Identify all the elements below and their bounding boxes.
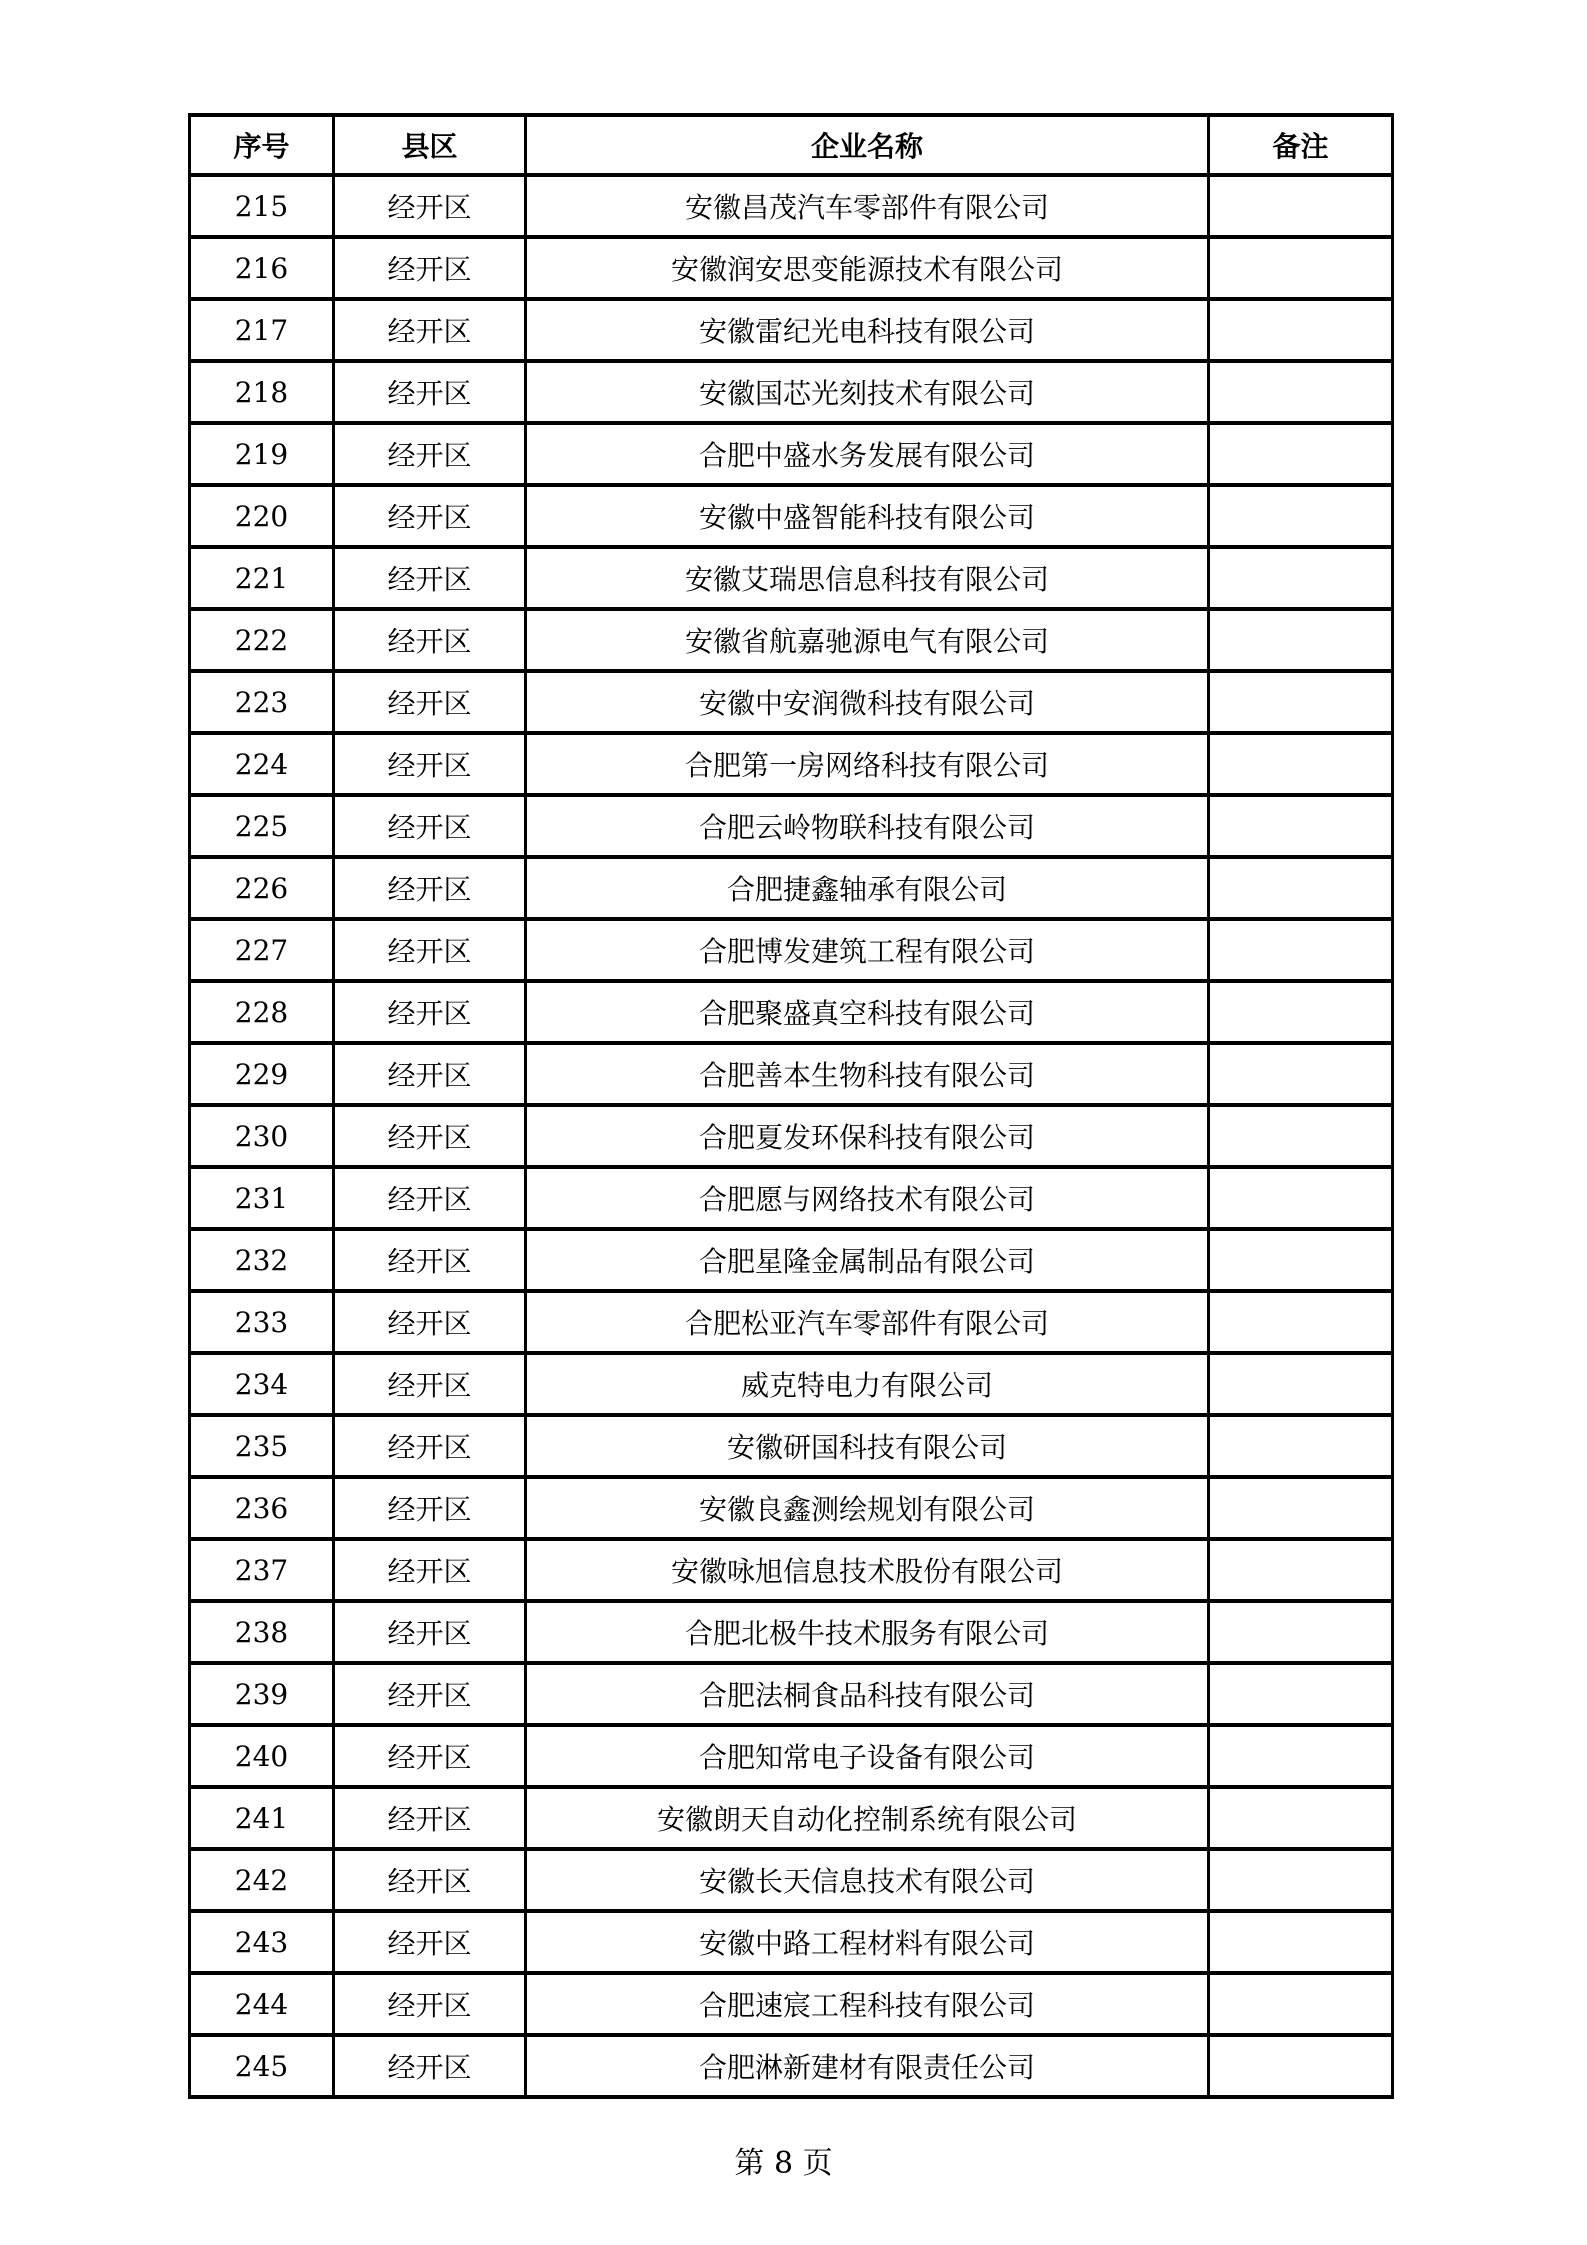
cell-remark [1209, 1291, 1393, 1353]
cell-remark [1209, 671, 1393, 733]
cell-district: 经开区 [334, 981, 526, 1043]
cell-district: 经开区 [334, 1849, 526, 1911]
table-row [190, 547, 1393, 609]
cell-serial: 227 [190, 919, 334, 981]
table-row [190, 1167, 1393, 1229]
table-header-row [190, 115, 1393, 175]
cell-district: 经开区 [334, 1415, 526, 1477]
cell-serial: 225 [190, 795, 334, 857]
table-row [190, 1601, 1393, 1663]
cell-serial: 220 [190, 485, 334, 547]
cell-district: 经开区 [334, 1539, 526, 1601]
cell-company: 合肥北极牛技术服务有限公司 [526, 1601, 1209, 1663]
cell-district: 经开区 [334, 1105, 526, 1167]
cell-serial: 237 [190, 1539, 334, 1601]
cell-district: 经开区 [334, 919, 526, 981]
cell-serial: 240 [190, 1725, 334, 1787]
cell-company: 安徽昌茂汽车零部件有限公司 [526, 175, 1209, 237]
cell-remark [1209, 1663, 1393, 1725]
table-row [190, 1663, 1393, 1725]
cell-remark [1209, 1043, 1393, 1105]
table-row [190, 609, 1393, 671]
cell-company: 合肥淋新建材有限责任公司 [526, 2035, 1209, 2097]
cell-serial: 218 [190, 361, 334, 423]
table-row [190, 1043, 1393, 1105]
cell-serial: 232 [190, 1229, 334, 1291]
cell-remark [1209, 175, 1393, 237]
cell-company: 安徽雷纪光电科技有限公司 [526, 299, 1209, 361]
cell-remark [1209, 733, 1393, 795]
table-row [190, 1539, 1393, 1601]
cell-district: 经开区 [334, 485, 526, 547]
cell-district: 经开区 [334, 1353, 526, 1415]
cell-district: 经开区 [334, 609, 526, 671]
table-body [190, 175, 1393, 2097]
cell-company: 安徽省航嘉驰源电气有限公司 [526, 609, 1209, 671]
cell-company: 安徽润安思变能源技术有限公司 [526, 237, 1209, 299]
cell-remark [1209, 2035, 1393, 2097]
cell-remark [1209, 547, 1393, 609]
column-header-remark: 备注 [1209, 115, 1393, 175]
cell-remark [1209, 299, 1393, 361]
cell-company: 安徽研国科技有限公司 [526, 1415, 1209, 1477]
cell-serial: 243 [190, 1911, 334, 1973]
cell-remark [1209, 1539, 1393, 1601]
table-row [190, 1787, 1393, 1849]
cell-district: 经开区 [334, 2035, 526, 2097]
cell-district: 经开区 [334, 1973, 526, 2035]
table-row [190, 485, 1393, 547]
table-row [190, 857, 1393, 919]
cell-company: 合肥星隆金属制品有限公司 [526, 1229, 1209, 1291]
cell-remark [1209, 919, 1393, 981]
cell-district: 经开区 [334, 1291, 526, 1353]
cell-serial: 238 [190, 1601, 334, 1663]
table-row [190, 361, 1393, 423]
cell-serial: 228 [190, 981, 334, 1043]
cell-company: 合肥云岭物联科技有限公司 [526, 795, 1209, 857]
cell-remark [1209, 1973, 1393, 2035]
cell-company: 合肥中盛水务发展有限公司 [526, 423, 1209, 485]
cell-district: 经开区 [334, 299, 526, 361]
cell-district: 经开区 [334, 423, 526, 485]
cell-company: 合肥速宸工程科技有限公司 [526, 1973, 1209, 2035]
cell-remark [1209, 1911, 1393, 1973]
cell-remark [1209, 1167, 1393, 1229]
cell-serial: 241 [190, 1787, 334, 1849]
cell-remark [1209, 795, 1393, 857]
cell-remark [1209, 423, 1393, 485]
cell-serial: 242 [190, 1849, 334, 1911]
cell-company: 安徽良鑫测绘规划有限公司 [526, 1477, 1209, 1539]
cell-district: 经开区 [334, 1167, 526, 1229]
table-row [190, 1229, 1393, 1291]
page-number: 第 8 页 [734, 2146, 833, 2181]
cell-serial: 231 [190, 1167, 334, 1229]
table-row [190, 423, 1393, 485]
cell-remark [1209, 857, 1393, 919]
table-row [190, 2035, 1393, 2097]
cell-district: 经开区 [334, 1911, 526, 1973]
cell-serial: 216 [190, 237, 334, 299]
cell-serial: 226 [190, 857, 334, 919]
cell-serial: 244 [190, 1973, 334, 2035]
enterprise-table [188, 113, 1394, 2099]
column-header-serial: 序号 [190, 115, 334, 175]
cell-company: 安徽中安润微科技有限公司 [526, 671, 1209, 733]
cell-serial: 233 [190, 1291, 334, 1353]
cell-district: 经开区 [334, 671, 526, 733]
cell-serial: 224 [190, 733, 334, 795]
cell-district: 经开区 [334, 1601, 526, 1663]
table-row [190, 733, 1393, 795]
cell-district: 经开区 [334, 547, 526, 609]
cell-district: 经开区 [334, 1725, 526, 1787]
cell-remark [1209, 1105, 1393, 1167]
cell-company: 合肥捷鑫轴承有限公司 [526, 857, 1209, 919]
table-row [190, 1725, 1393, 1787]
cell-district: 经开区 [334, 795, 526, 857]
cell-serial: 239 [190, 1663, 334, 1725]
cell-company: 合肥知常电子设备有限公司 [526, 1725, 1209, 1787]
cell-district: 经开区 [334, 237, 526, 299]
cell-company: 合肥夏发环保科技有限公司 [526, 1105, 1209, 1167]
cell-district: 经开区 [334, 175, 526, 237]
table-row [190, 1353, 1393, 1415]
cell-remark [1209, 237, 1393, 299]
table-header [190, 115, 1393, 175]
cell-remark [1209, 1415, 1393, 1477]
table-row [190, 175, 1393, 237]
cell-district: 经开区 [334, 857, 526, 919]
cell-serial: 219 [190, 423, 334, 485]
table-row [190, 237, 1393, 299]
cell-company: 安徽艾瑞思信息科技有限公司 [526, 547, 1209, 609]
cell-serial: 229 [190, 1043, 334, 1105]
cell-company: 合肥聚盛真空科技有限公司 [526, 981, 1209, 1043]
cell-company: 合肥善本生物科技有限公司 [526, 1043, 1209, 1105]
table-row [190, 299, 1393, 361]
cell-serial: 230 [190, 1105, 334, 1167]
table-row [190, 1911, 1393, 1973]
cell-remark [1209, 609, 1393, 671]
column-header-company: 企业名称 [526, 115, 1209, 175]
cell-district: 经开区 [334, 733, 526, 795]
cell-company: 安徽国芯光刻技术有限公司 [526, 361, 1209, 423]
cell-serial: 235 [190, 1415, 334, 1477]
cell-serial: 236 [190, 1477, 334, 1539]
cell-remark [1209, 485, 1393, 547]
cell-district: 经开区 [334, 1477, 526, 1539]
cell-remark [1209, 1725, 1393, 1787]
cell-company: 合肥松亚汽车零部件有限公司 [526, 1291, 1209, 1353]
cell-remark [1209, 1787, 1393, 1849]
cell-company: 安徽中路工程材料有限公司 [526, 1911, 1209, 1973]
table-row [190, 919, 1393, 981]
cell-company: 合肥第一房网络科技有限公司 [526, 733, 1209, 795]
cell-company: 合肥愿与网络技术有限公司 [526, 1167, 1209, 1229]
cell-district: 经开区 [334, 361, 526, 423]
cell-serial: 217 [190, 299, 334, 361]
table-row [190, 795, 1393, 857]
table-row [190, 1477, 1393, 1539]
table-row [190, 1849, 1393, 1911]
column-header-district: 县区 [334, 115, 526, 175]
cell-company: 威克特电力有限公司 [526, 1353, 1209, 1415]
cell-remark [1209, 1477, 1393, 1539]
cell-remark [1209, 1229, 1393, 1291]
table-row [190, 981, 1393, 1043]
cell-serial: 223 [190, 671, 334, 733]
table-row [190, 1973, 1393, 2035]
cell-remark [1209, 981, 1393, 1043]
cell-serial: 234 [190, 1353, 334, 1415]
cell-remark [1209, 1601, 1393, 1663]
table-row [190, 1105, 1393, 1167]
cell-remark [1209, 1353, 1393, 1415]
cell-company: 安徽朗天自动化控制系统有限公司 [526, 1787, 1209, 1849]
table-row [190, 1291, 1393, 1353]
cell-remark [1209, 1849, 1393, 1911]
cell-company: 合肥博发建筑工程有限公司 [526, 919, 1209, 981]
cell-serial: 215 [190, 175, 334, 237]
cell-serial: 245 [190, 2035, 334, 2097]
cell-serial: 221 [190, 547, 334, 609]
cell-district: 经开区 [334, 1229, 526, 1291]
cell-company: 安徽咏旭信息技术股份有限公司 [526, 1539, 1209, 1601]
cell-remark [1209, 361, 1393, 423]
cell-district: 经开区 [334, 1787, 526, 1849]
cell-district: 经开区 [334, 1663, 526, 1725]
cell-company: 安徽长天信息技术有限公司 [526, 1849, 1209, 1911]
cell-company: 安徽中盛智能科技有限公司 [526, 485, 1209, 547]
cell-company: 合肥法桐食品科技有限公司 [526, 1663, 1209, 1725]
table-row [190, 671, 1393, 733]
cell-district: 经开区 [334, 1043, 526, 1105]
cell-serial: 222 [190, 609, 334, 671]
table-row [190, 1415, 1393, 1477]
